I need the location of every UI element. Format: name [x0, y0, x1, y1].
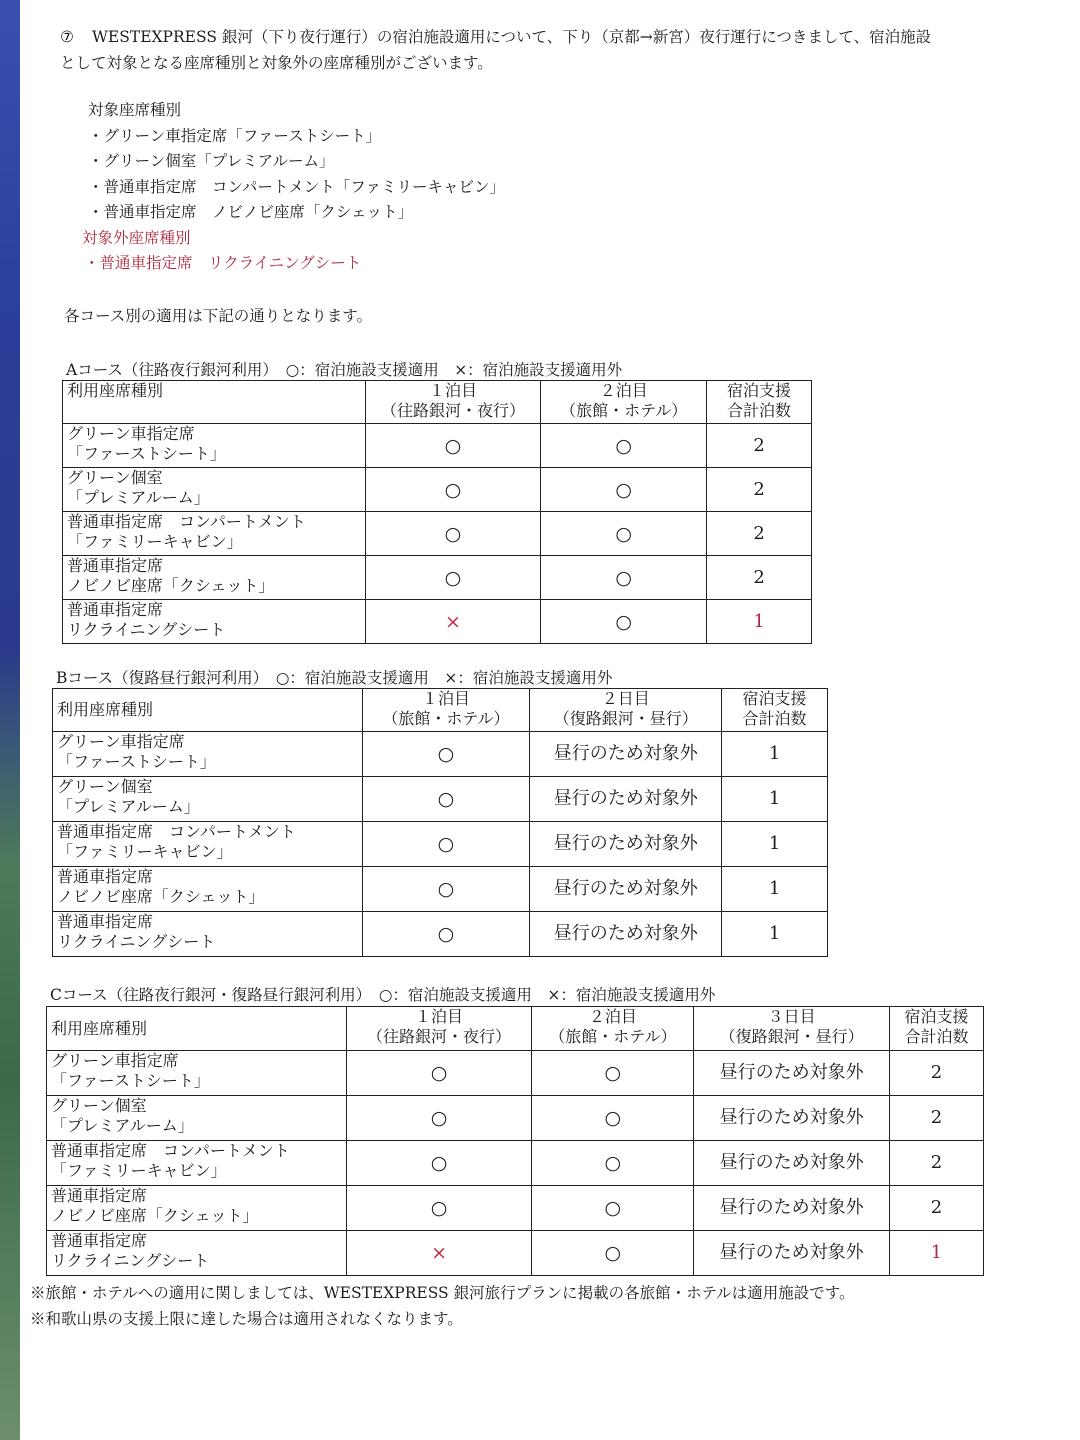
intro-line-1: WESTEXPRESS 銀河（下り夜行運行）の宿泊施設適用について、下り（京都→新宮）夜行運行につきまして、宿泊施設 — [92, 28, 932, 46]
table-row — [63, 556, 812, 600]
col-header-seat: 利用座席種別 — [53, 689, 363, 732]
seat-type-cell: 普通車指定席 ノビノビ座席「クシェット」 — [53, 867, 363, 912]
night1-cell: ○ — [365, 424, 541, 468]
total-nights-cell: 2 — [890, 1186, 984, 1231]
seat-type-cell: 普通車指定席 リクライニングシート — [63, 600, 366, 644]
day2-cell: 昼行のため対象外 — [530, 777, 722, 822]
seat-type-cell: 普通車指定席 リクライニングシート — [47, 1231, 347, 1276]
total-nights-cell: 2 — [890, 1051, 984, 1096]
seat-type-cell: グリーン個室 「プレミアルーム」 — [47, 1096, 347, 1141]
table-row — [63, 468, 812, 512]
night1-cell: ○ — [346, 1051, 532, 1096]
night2-cell: ○ — [541, 600, 707, 644]
total-nights-cell: 1 — [890, 1231, 984, 1276]
col-header-total: 宿泊支援 合計泊数 — [707, 381, 812, 424]
table-row — [47, 1186, 984, 1231]
seat-type-cell: グリーン個室 「プレミアルーム」 — [53, 777, 363, 822]
col-header-total: 宿泊支援 合計泊数 — [890, 1007, 984, 1051]
seat-type-cell: グリーン個室 「プレミアルーム」 — [63, 468, 366, 512]
table-row — [63, 512, 812, 556]
col-header-night2: ２泊目 （旅館・ホテル） — [532, 1007, 694, 1051]
footnotes — [30, 1280, 855, 1332]
seat-type-cell: 普通車指定席 コンパートメント 「ファミリーキャビン」 — [63, 512, 366, 556]
total-nights-cell: 2 — [890, 1141, 984, 1186]
course-a-title: Aコース（往路夜行銀河利用） ○：宿泊施設支援適用 ×：宿泊施設支援適用外 — [66, 361, 623, 379]
night1-cell: ○ — [362, 912, 530, 957]
table-row — [53, 732, 828, 777]
night2-cell: ○ — [532, 1096, 694, 1141]
ineligible-header: 対象外座席種別 — [82, 228, 191, 247]
footnote: ※旅館・ホテルへの適用に関しましては、WESTEXPRESS 銀河旅行プランに掲載の各旅館・ホテルは適用施設です。 — [30, 1284, 855, 1302]
night1-cell: × — [346, 1231, 532, 1276]
total-nights-cell: 2 — [707, 556, 812, 600]
table-row — [53, 912, 828, 957]
courses-note: 各コース別の適用は下記の通りとなります。 — [64, 307, 372, 325]
night2-cell: ○ — [532, 1051, 694, 1096]
night1-cell: ○ — [346, 1186, 532, 1231]
night1-cell: ○ — [346, 1096, 532, 1141]
table-row — [53, 822, 828, 867]
night1-cell: ○ — [362, 777, 530, 822]
night2-cell: ○ — [541, 512, 707, 556]
item-number: ⑦ — [60, 28, 74, 46]
table-header-row — [53, 689, 828, 732]
col-header-total: 宿泊支援 合計泊数 — [722, 689, 828, 732]
seat-type-cell: 普通車指定席 コンパートメント 「ファミリーキャビン」 — [53, 822, 363, 867]
night1-cell: ○ — [362, 822, 530, 867]
table-row — [53, 867, 828, 912]
course-c-title: Cコース（往路夜行銀河・復路昼行銀河利用） ○：宿泊施設支援適用 ×：宿泊施設支援適用外 — [50, 986, 716, 1004]
course-c-table — [46, 1006, 984, 1276]
col-header-day3: ３日目 （復路銀河・昼行） — [694, 1007, 890, 1051]
day2-cell: 昼行のため対象外 — [530, 822, 722, 867]
day3-cell: 昼行のため対象外 — [694, 1051, 890, 1096]
course-b-title: Bコース（復路昼行銀河利用） ○：宿泊施設支援適用 ×：宿泊施設支援適用外 — [56, 669, 613, 687]
intro-paragraph — [60, 24, 1040, 76]
night1-cell: ○ — [362, 867, 530, 912]
night1-cell: ○ — [365, 468, 541, 512]
night1-cell: ○ — [365, 556, 541, 600]
night2-cell: ○ — [541, 468, 707, 512]
night2-cell: ○ — [541, 556, 707, 600]
eligible-header: 対象座席種別 — [88, 101, 182, 119]
col-header-day2: ２日目 （復路銀河・昼行） — [530, 689, 722, 732]
eligible-item: ・普通車指定席 コンパートメント「ファミリーキャビン」 — [88, 177, 505, 196]
total-nights-cell: 1 — [722, 777, 828, 822]
table-row — [47, 1096, 984, 1141]
ineligible-item: ・普通車指定席 リクライニングシート — [84, 254, 362, 272]
day3-cell: 昼行のため対象外 — [694, 1141, 890, 1186]
col-header-night1: １泊目 （往路銀河・夜行） — [346, 1007, 532, 1051]
total-nights-cell: 2 — [707, 424, 812, 468]
night2-cell: ○ — [532, 1231, 694, 1276]
seat-type-cell: グリーン車指定席 「ファーストシート」 — [63, 424, 366, 468]
night1-cell: ○ — [362, 732, 530, 777]
day2-cell: 昼行のため対象外 — [530, 867, 722, 912]
course-b-table — [52, 688, 828, 957]
footnote: ※和歌山県の支援上限に達した場合は適用されなくなります。 — [30, 1310, 463, 1328]
day2-cell: 昼行のため対象外 — [530, 732, 722, 777]
total-nights-cell: 2 — [707, 512, 812, 556]
col-header-seat: 利用座席種別 — [47, 1007, 347, 1051]
day3-cell: 昼行のため対象外 — [694, 1231, 890, 1276]
table-row — [47, 1231, 984, 1276]
seat-type-cell: 普通車指定席 ノビノビ座席「クシェット」 — [47, 1186, 347, 1231]
night1-cell: × — [365, 600, 541, 644]
seat-type-cell: 普通車指定席 コンパートメント 「ファミリーキャビン」 — [47, 1141, 347, 1186]
total-nights-cell: 1 — [707, 600, 812, 644]
course-a-table — [62, 380, 812, 644]
eligible-item: ・普通車指定席 ノビノビ座席「クシェット」 — [88, 203, 414, 221]
night1-cell: ○ — [365, 512, 541, 556]
seat-type-cell: グリーン車指定席 「ファーストシート」 — [53, 732, 363, 777]
total-nights-cell: 2 — [707, 468, 812, 512]
seat-type-cell: グリーン車指定席 「ファーストシート」 — [47, 1051, 347, 1096]
col-header-night1: １泊目 （旅館・ホテル） — [362, 689, 530, 732]
col-header-night2: ２泊目 （旅館・ホテル） — [541, 381, 707, 424]
table-header-row — [63, 381, 812, 424]
total-nights-cell: 1 — [722, 912, 828, 957]
eligible-item: ・グリーン車指定席「ファーストシート」 — [88, 126, 382, 145]
table-row — [47, 1141, 984, 1186]
total-nights-cell: 1 — [722, 867, 828, 912]
total-nights-cell: 2 — [890, 1096, 984, 1141]
table-row — [63, 424, 812, 468]
day3-cell: 昼行のため対象外 — [694, 1186, 890, 1231]
total-nights-cell: 1 — [722, 822, 828, 867]
night2-cell: ○ — [532, 1186, 694, 1231]
day2-cell: 昼行のため対象外 — [530, 912, 722, 957]
table-row — [53, 777, 828, 822]
eligible-seat-list — [82, 98, 505, 277]
col-header-seat: 利用座席種別 — [63, 381, 366, 424]
seat-type-cell: 普通車指定席 リクライニングシート — [53, 912, 363, 957]
night1-cell: ○ — [346, 1141, 532, 1186]
day3-cell: 昼行のため対象外 — [694, 1096, 890, 1141]
seat-type-cell: 普通車指定席 ノビノビ座席「クシェット」 — [63, 556, 366, 600]
night2-cell: ○ — [532, 1141, 694, 1186]
col-header-night1: １泊目 （往路銀河・夜行） — [365, 381, 541, 424]
total-nights-cell: 1 — [722, 732, 828, 777]
night2-cell: ○ — [541, 424, 707, 468]
table-row — [63, 600, 812, 644]
table-header-row — [47, 1007, 984, 1051]
eligible-item: ・グリーン個室「プレミアルーム」 — [88, 152, 335, 170]
table-row — [47, 1051, 984, 1096]
intro-line-2: として対象となる座席種別と対象外の座席種別がございます。 — [60, 54, 493, 72]
